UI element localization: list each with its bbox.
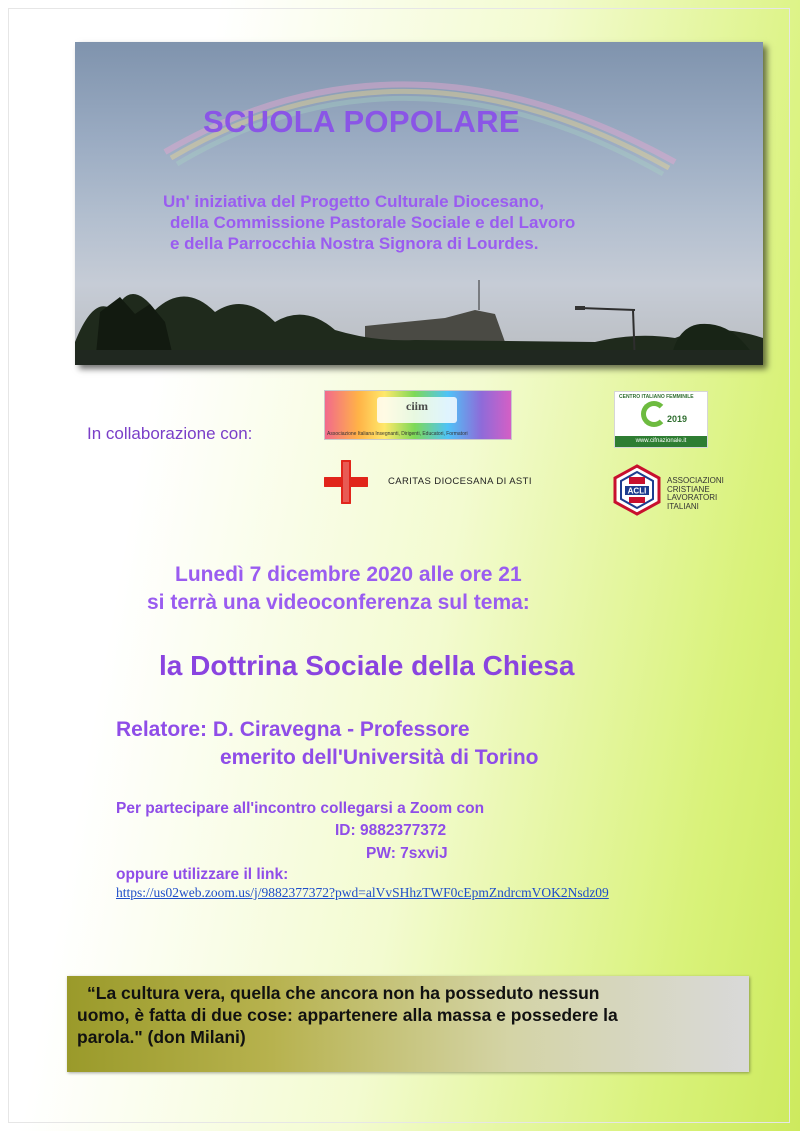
acli-line: LAVORATORI [667, 493, 718, 502]
join-instruction: Per partecipare all'incontro collegarsi a Zoom con [116, 800, 485, 817]
cif-swirl-icon [641, 401, 667, 427]
page-title: SCUOLA POPOLARE [203, 104, 520, 139]
quote-line: uomo, è fatta di due cose: appartenere alla massa e possedere la [77, 1005, 618, 1025]
acli-line: ITALIANI [667, 501, 699, 511]
event-date-line: Lunedì 7 dicembre 2020 alle ore 21 [175, 563, 522, 586]
intro-text [163, 191, 575, 254]
caritas-name: CARITAS DIOCESANA DI ASTI [388, 476, 532, 487]
quote-text [77, 982, 618, 1048]
intro-line: Un' iniziativa del Progetto Culturale Diocesano, [163, 192, 544, 211]
cif-url: www.cifnazionale.it [615, 436, 707, 447]
event-topic: la Dottrina Sociale della Chiesa [159, 650, 575, 681]
acli-line: ASSOCIAZIONI [667, 476, 724, 485]
meeting-password: PW: 7sxviJ [366, 845, 448, 862]
ciim-caption: Associazione Italiana Insegnanti, Dirigenti, Educatori, Formatori [327, 431, 468, 437]
cif-logo [614, 391, 708, 448]
speaker-line: emerito dell'Università di Torino [220, 746, 539, 769]
speaker-line: Relatore: D. Ciravegna - Professore [116, 718, 470, 741]
quote-box [67, 976, 749, 1072]
ciim-logo-badge [377, 397, 457, 423]
acli-mark: ACLI [627, 486, 647, 496]
event-format-line: si terrà una videoconferenza sul tema: [147, 591, 530, 614]
meeting-id: ID: 9882377372 [335, 822, 447, 839]
caritas-cross-icon [322, 458, 370, 506]
acli-line: CRISTIANE [667, 484, 710, 494]
zoom-meeting-link[interactable]: https://us02web.zoom.us/j/9882377372?pwd=alVvSHhzTWF0cEpmZndrcmVOK2Nsdz09 [116, 885, 609, 900]
acli-name [667, 477, 724, 511]
cif-title: CENTRO ITALIANO FEMMINILE [619, 394, 694, 400]
ciim-mark: ciim [406, 399, 428, 413]
link-intro: oppure utilizzare il link: [116, 866, 289, 883]
quote-line: “La cultura vera, quella che ancora non ha posseduto nessun [87, 983, 600, 1003]
intro-line: e della Parrocchia Nostra Signora di Lourdes. [170, 234, 539, 253]
intro-line: della Commissione Pastorale Sociale e del Lavoro [170, 213, 576, 232]
ciim-logo [324, 390, 512, 440]
collaboration-label: In collaborazione con: [87, 424, 253, 443]
cif-year: 2019 [667, 414, 688, 424]
quote-line: parola." (don Milani) [77, 1027, 246, 1047]
hero-banner [75, 42, 763, 365]
acli-hexagon-icon [613, 464, 661, 516]
